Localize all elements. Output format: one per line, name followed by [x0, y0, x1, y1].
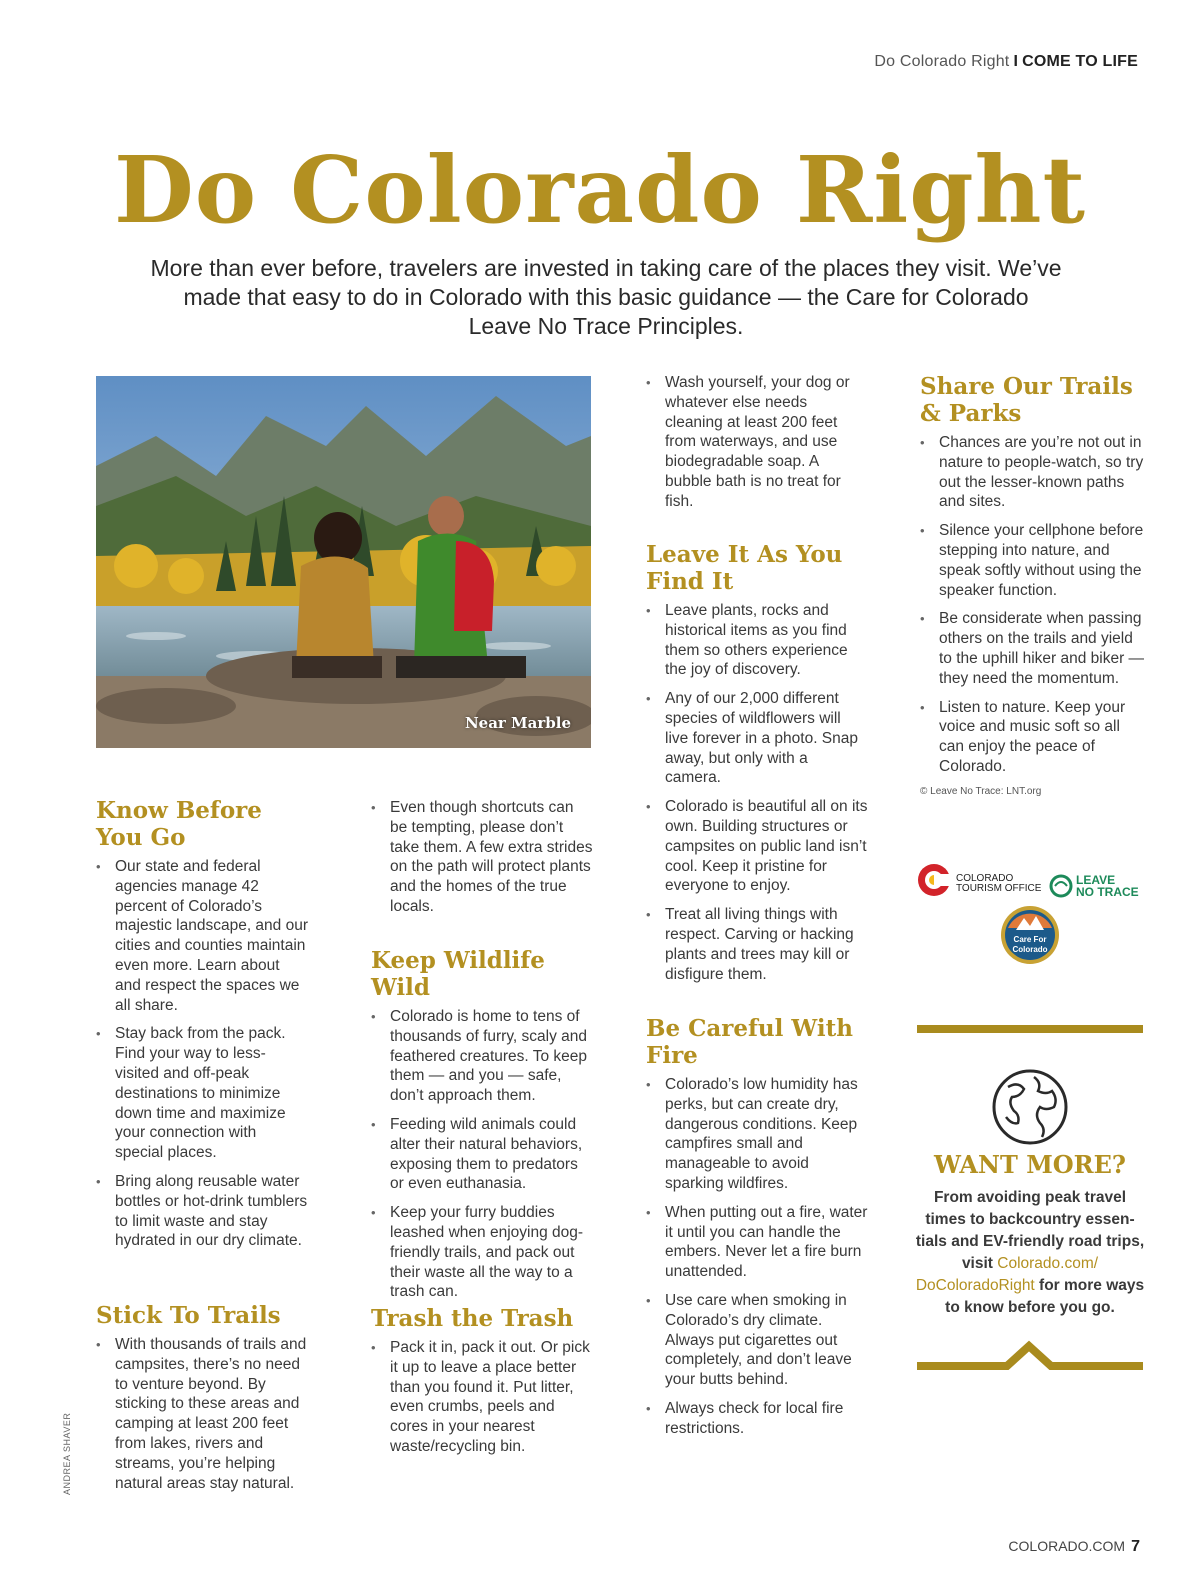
list-item: • Treat all living things with respect. Carving or hacking plants and trees may kill or disfigure them.	[646, 905, 868, 984]
list-item: • Silence your cellphone before stepping into nature, and speak softly without using the speaker function.	[920, 521, 1145, 600]
running-head-section: COME TO LIFE	[1022, 53, 1138, 70]
cto-logo-line2: TOURISM OFFICE	[956, 883, 1042, 894]
list-item: • Our state and federal agencies manage 42 percent of Colorado’s majestic landscape, and our cities and counties maintain even more. Learn about and respect the spaces we all share.	[96, 857, 308, 1015]
lnt-logo-line1: LEAVE	[1076, 873, 1116, 887]
column-trash-continued	[646, 373, 868, 521]
globe-icon	[990, 1067, 1070, 1147]
lnt-credit: © Leave No Trace: LNT.org	[920, 785, 1042, 797]
column-share	[920, 373, 1145, 797]
lnt-logo-line2: NO TRACE	[1076, 885, 1139, 899]
want-more-title: WANT MORE?	[934, 1150, 1126, 1179]
list-fire	[646, 1075, 868, 1439]
want-more-bottom-rule	[917, 1338, 1143, 1378]
heading-fire: Be Careful With Fire	[646, 1015, 853, 1069]
list-leave-it	[646, 601, 868, 984]
list-item: • Any of our 2,000 different species of wildflowers will live forever in a photo. Snap away, but only with a camera.	[646, 689, 868, 788]
column-know-before	[96, 797, 308, 1260]
list-item: • Listen to nature. Keep your voice and music soft so all can enjoy the peace of Colorado.	[920, 698, 1145, 777]
want-more-top-rule	[917, 1025, 1143, 1033]
list-share	[920, 433, 1145, 777]
cto-logo-line1: COLORADO	[956, 873, 1014, 884]
list-item: • Keep your furry buddies leashed when enjoying dog-friendly trails, and pack out their waste all the way to a trash can.	[371, 1203, 593, 1302]
heading-know-before: Know Before You Go	[96, 797, 262, 851]
list-stick-trails-continued	[371, 798, 593, 917]
heading-trash: Trash the Trash	[371, 1305, 574, 1332]
care-logo-line2: Colorado	[1012, 945, 1048, 954]
intro-paragraph: More than ever before, travelers are invested in taking care of the places they visit. We’ve made that easy to do in Colorado with this basic guidance — the Care for Colorado Leave No Trace Principles.	[150, 255, 1062, 339]
leave-no-trace-logo-icon	[1051, 873, 1139, 899]
colorado-link[interactable]: Colorado.com/ DoColoradoRight	[915, 1255, 1099, 1294]
colorado-tourism-logo-icon	[918, 864, 1042, 896]
list-trash-continued	[646, 373, 868, 512]
photo-credit: ANDREA SHAVER	[62, 1412, 72, 1495]
list-item: • Colorado’s low humidity has perks, but can create dry, dangerous conditions. Keep campfires small and manageable to avoid sparking wildfires.	[646, 1075, 868, 1194]
care-logo-line1: Care For	[1013, 935, 1047, 944]
list-item: • Feeding wild animals could alter their natural behaviors, exposing them to predators or even euthanasia.	[371, 1115, 593, 1194]
photo-caption: Near Marble	[464, 714, 571, 732]
want-more-text	[914, 1187, 1146, 1319]
list-item: • Stay back from the pack. Find your way to less-visited and off-peak destinations to minimize down time and maximize your connection with special places.	[96, 1024, 308, 1163]
column-stick-trails-continued	[371, 798, 593, 926]
running-head-title: Do Colorado Right	[874, 53, 1010, 70]
heading-leave-it: Leave It As You Find It	[646, 541, 843, 595]
heading-wildlife: Keep Wildlife Wild	[371, 947, 545, 1001]
list-item: • Even though shortcuts can be tempting, please don’t take them. A few extra strides on the path will protect plants and the homes of the true locals.	[371, 798, 593, 917]
list-item: • When putting out a fire, water it until you can handle the embers. Never let a fire burn unattended.	[646, 1203, 868, 1282]
want-more-text-tail: for more ways to know before you go.	[945, 1277, 1145, 1316]
running-head-separator: I	[1013, 53, 1019, 70]
running-head	[874, 53, 1138, 71]
folio	[1008, 1538, 1140, 1556]
list-item: • Always check for local fire restrictions.	[646, 1399, 868, 1439]
hero-photo-illustration	[96, 376, 591, 748]
list-item: • Bring along reusable water bottles or hot-drink tumblers to limit waste and stay hydrated in our dry climate.	[96, 1172, 308, 1251]
column-wildlife	[371, 947, 593, 1311]
column-stick-trails	[96, 1302, 308, 1502]
list-item: • Colorado is beautiful all on its own. Building structures or campsites on public land isn’t cool. Keep it pristine for everyone to enjoy.	[646, 797, 868, 896]
column-trash	[371, 1305, 593, 1466]
page-title: Do Colorado Right	[114, 136, 1086, 244]
want-more-text-lead: From avoiding peak travel times to backcountry essen-tials and EV-friendly road trips, visit	[915, 1189, 1145, 1272]
list-wildlife	[371, 1007, 593, 1302]
column-fire	[646, 1015, 868, 1448]
list-item: • Be considerate when passing others on the trails and yield to the uphill hiker and biker — they need the momentum.	[920, 609, 1145, 688]
list-item: • With thousands of trails and campsites, there’s no need to venture beyond. By sticking to these areas and camping at least 200 feet from lakes, rivers and streams, you’re helping natural areas stay natural.	[96, 1335, 308, 1493]
list-item: • Use care when smoking in Colorado’s dry climate. Always put cigarettes out completely, and don’t leave your butts behind.	[646, 1291, 868, 1390]
heading-stick-trails: Stick To Trails	[96, 1302, 281, 1329]
care-for-colorado-logo-icon	[1001, 906, 1059, 964]
page-number: 7	[1131, 1538, 1140, 1555]
list-item: • Pack it in, pack it out. Or pick it up to leave a place better than you found it. Put litter, even crumbs, peels and cores in your nearest waste/recycling bin.	[371, 1338, 593, 1457]
list-item: • Wash yourself, your dog or whatever else needs cleaning at least 200 feet from waterways, and use biodegradable soap. A bubble bath is no treat for fish.	[646, 373, 868, 512]
list-stick-trails	[96, 1335, 308, 1493]
list-item: • Chances are you’re not out in nature to people-watch, so try out the lesser-known paths and sites.	[920, 433, 1145, 512]
column-leave-it	[646, 541, 868, 993]
heading-share: Share Our Trails & Parks	[920, 373, 1133, 427]
list-item: • Colorado is home to tens of thousands of furry, scaly and feathered creatures. To keep them — and you — safe, don’t approach them.	[371, 1007, 593, 1106]
partner-logos-graphic	[916, 860, 1148, 970]
list-trash	[371, 1338, 593, 1457]
list-know-before	[96, 857, 308, 1251]
folio-site: COLORADO.COM	[1008, 1538, 1126, 1554]
list-item: • Leave plants, rocks and historical items as you find them so others experience the joy of discovery.	[646, 601, 868, 680]
partner-logos	[916, 860, 1148, 970]
hero-photo	[96, 376, 591, 748]
